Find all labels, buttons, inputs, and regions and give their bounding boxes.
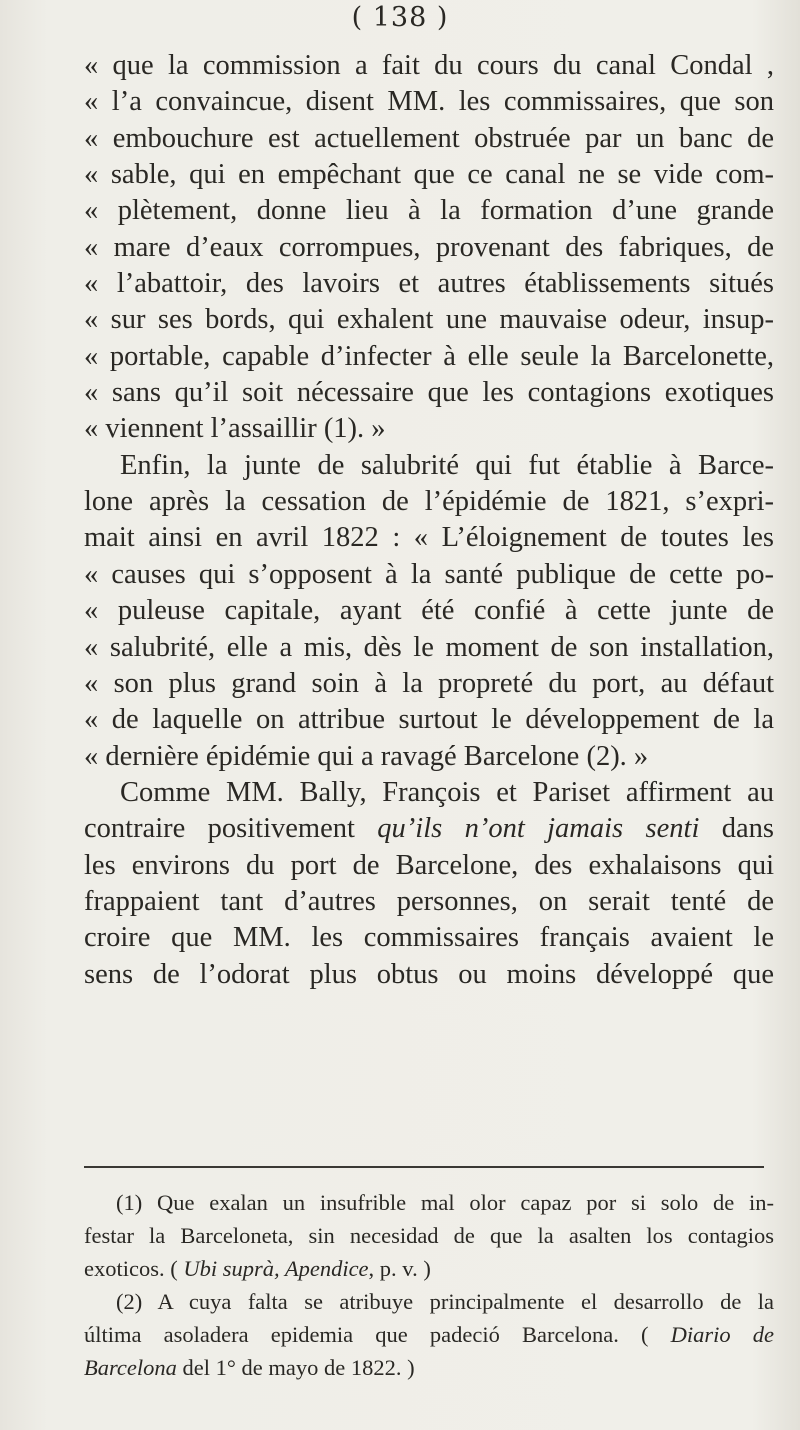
paragraph-start: Enfin, la junte de salubrité qui fut établie à Barce- — [120, 449, 774, 481]
text-line: « embouchure est actuellement obstruée par un banc de — [84, 122, 774, 154]
footnotes — [84, 1186, 774, 1384]
text-line: « viennent l’assaillir (1). » — [84, 413, 386, 445]
text-segment: del 1° de mayo de 1822. ) — [182, 1355, 415, 1380]
text-line: « plètement, donne lieu à la formation d’une grande — [84, 195, 774, 227]
text-line: « causes qui s’opposent à la santé publique de cette po- — [84, 558, 774, 590]
text-line: mait ainsi en avril 1822 : « L’éloignement de toutes les — [84, 522, 774, 554]
text-line: sens de l’odorat plus obtus ou moins développé que — [84, 958, 774, 990]
footnote-1-line: festar la Barceloneta, sin necesidad de que la asalten los contagios — [84, 1223, 774, 1248]
citation-italic: Barcelona — [84, 1355, 177, 1380]
text-line: « que la commission a fait du cours du canal Condal , — [84, 50, 774, 81]
text-line-mixed — [84, 811, 774, 847]
text-line: « son plus grand soin à la propreté du port, au défaut — [84, 667, 774, 699]
page-number: ( 138 ) — [351, 2, 449, 33]
text-line: « dernière épidémie qui a ravagé Barcelone (2). » — [84, 740, 649, 772]
italic-quote: qu’ils n’ont jamais senti — [377, 813, 700, 845]
paragraph-start: Comme MM. Bally, François et Pariset affirment au — [120, 776, 774, 808]
text-line: « salubrité, elle a mis, dès le moment de son installation, — [84, 631, 774, 663]
citation-italic: Diario de — [670, 1322, 775, 1347]
text-segment: contraire positivement — [84, 813, 355, 845]
text-line: « puleuse capitale, ayant été confié à cette junte de — [84, 595, 774, 627]
text-line: « l’a convaincue, disent MM. les commissaires, que son — [84, 86, 774, 118]
footnote-2-line: (2) A cuya falta se atribuye principalmente el desarrollo de la — [116, 1289, 774, 1314]
body-text — [84, 48, 774, 993]
text-line: frappaient tant d’autres personnes, on serait tenté de — [84, 885, 774, 917]
text-line: « portable, capable d’infecter à elle seule la Barcelonette, — [84, 340, 774, 372]
footnote-2-line — [84, 1318, 774, 1351]
text-line: les environs du port de Barcelone, des exhalaisons qui — [84, 849, 774, 881]
text-line: « sur ses bords, qui exhalent une mauvaise odeur, insup- — [84, 304, 774, 336]
citation-italic: Ubi suprà, Apendice — [183, 1256, 369, 1281]
footnote-1-line: (1) Que exalan un insufrible mal olor capaz por si solo de in- — [116, 1190, 774, 1215]
text-line: lone après la cessation de l’épidémie de 1821, s’expri- — [84, 486, 774, 518]
text-line: « mare d’eaux corrompues, provenant des fabriques, de — [84, 231, 774, 263]
text-line: « sans qu’il soit nécessaire que les contagions exotiques — [84, 377, 774, 409]
footnote-divider — [84, 1166, 764, 1168]
text-segment: dans — [721, 813, 774, 845]
text-line: « sable, qui en empêchant que ce canal ne se vide com- — [84, 159, 774, 191]
footnote-2-line — [84, 1351, 774, 1384]
text-segment: , p. v. ) — [368, 1256, 431, 1281]
footnote-1-line — [84, 1252, 774, 1285]
text-segment: última asoladera epidemia que padeció Barcelona. ( — [84, 1322, 649, 1347]
text-segment: exoticos. ( — [84, 1256, 178, 1281]
text-line: « de laquelle on attribue surtout le développement de la — [84, 704, 774, 736]
text-line: « l’abattoir, des lavoirs et autres établissements situés — [84, 268, 774, 300]
text-line: croire que MM. les commissaires français avaient le — [84, 922, 774, 954]
